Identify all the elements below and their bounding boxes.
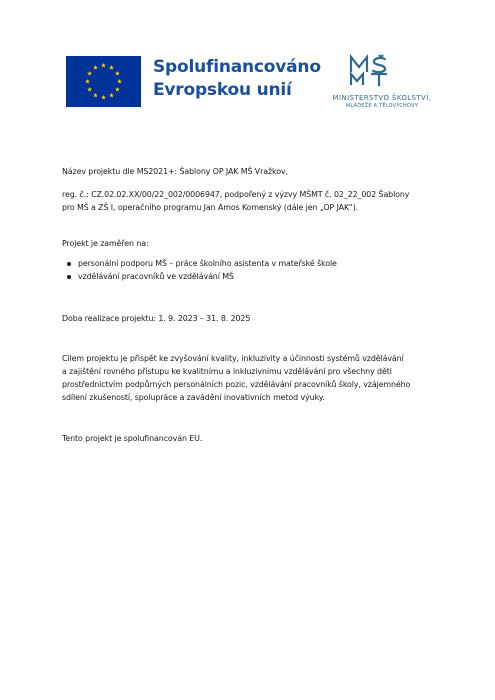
eu-flag-icon xyxy=(66,56,141,107)
list-item xyxy=(62,257,442,270)
ministry-line2: MLÁDEŽE A TĚLOVÝCHOVY xyxy=(345,103,419,109)
goal-line: sdílení zkušeností, spolupráce a zavádění inovativních metod výuky. xyxy=(62,393,325,402)
project-duration: Doba realizace projektu: 1. 9. 2023 – 31. 8. 2025 xyxy=(62,314,251,323)
goal-line: prostřednictvím podpůrných personálních pozic, vzdělávání pracovníků školy, vzájemného xyxy=(62,380,411,389)
msmt-logo-icon xyxy=(345,54,415,88)
ministry-name xyxy=(322,94,442,109)
bullet-icon xyxy=(67,275,71,279)
focus-list xyxy=(62,257,442,283)
registration-line: reg. č.: CZ.02.02.XX/00/22_002/0006947, podpořený z výzvy MŠMT č. 02_22_002 Šablony xyxy=(62,190,410,199)
project-goal xyxy=(62,352,442,404)
list-item xyxy=(62,270,442,283)
ministry-line1: MINISTERSTVO ŠKOLSTVÍ, xyxy=(332,94,432,102)
closing-statement: Tento projekt je spolufinancován EU. xyxy=(62,434,203,443)
registration-paragraph xyxy=(62,188,442,214)
cofinanced-line2: Evropskou unií xyxy=(153,80,292,100)
cofinanced-label xyxy=(153,56,321,102)
registration-line: pro MŠ a ZŠ I, operačního programu Jan Amos Komenský (dále jen „OP JAK“). xyxy=(62,203,359,212)
focus-intro: Projekt je zaměřen na: xyxy=(62,239,149,248)
bullet-icon xyxy=(67,262,71,266)
project-name: Název projektu dle MS2021+: Šablony OP JAK MŠ Vražkov, xyxy=(62,167,288,176)
goal-line: Cílem projektu je přispět ke zvyšování kvality, inkluzivity a účinnosti systémů vzdělávání xyxy=(62,354,404,363)
page-header xyxy=(0,0,495,130)
list-item-text: personální podporu MŠ – práce školního asistenta v mateřské škole xyxy=(78,259,337,268)
goal-line: a zajištění rovného přístupu ke kvalitnímu a inkluzivnímu vzdělávání pro všechny děti xyxy=(62,367,392,376)
cofinanced-line1: Spolufinancováno xyxy=(153,57,321,77)
list-item-text: vzdělávání pracovníků ve vzdělávání MŠ xyxy=(78,272,234,281)
